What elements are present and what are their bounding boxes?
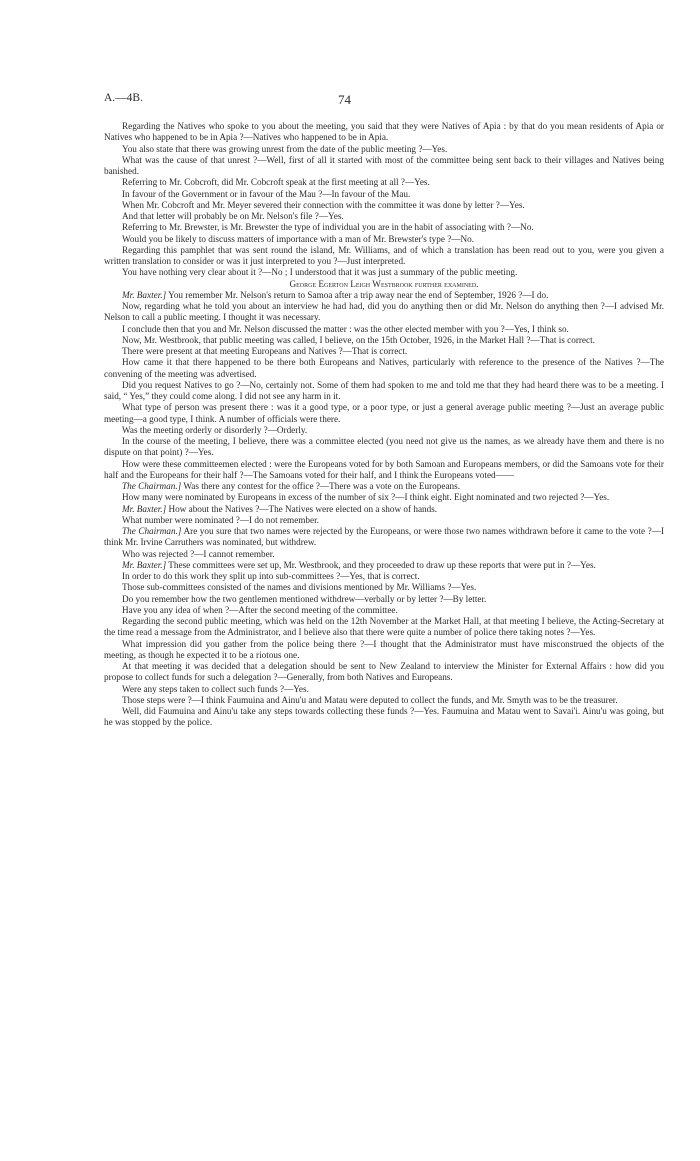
paragraph-text: At that meeting it was decided that a delegation should be sent to New Zealand to interview the Minister for External Affairs : how did you propose to collect funds for such a delegation ?—Generally, from both Natives and Europeans. — [104, 661, 664, 683]
speaker-label: The Chairman.] — [122, 526, 182, 536]
paragraph-text: In order to do this work they split up into sub-committees ?—Yes, that is correct. — [122, 571, 420, 581]
paragraph — [104, 706, 664, 729]
paragraph — [104, 526, 664, 549]
paragraph — [104, 459, 664, 482]
page-header — [104, 92, 664, 108]
paragraph-text: How about the Natives ?—The Natives were elected on a show of hands. — [166, 503, 438, 514]
paragraph-text: What was the cause of that unrest ?—Well, first of all it started with most of the committee being sent back to their villages and Natives being banished. — [104, 154, 664, 176]
document-body — [104, 121, 664, 729]
paragraph — [104, 335, 664, 346]
paragraph — [104, 436, 664, 459]
paragraph-text: In favour of the Government or in favour of the Mau ?—In favour of the Mau. — [122, 188, 411, 199]
paragraph-text: These committees were set up, Mr. Westbrook, and they proceeded to draw up these reports that were put in ?—Yes. — [166, 559, 596, 570]
paragraph — [104, 144, 664, 155]
paragraph-text: Were any steps taken to collect such funds ?—Yes. — [122, 683, 309, 694]
paragraph — [104, 605, 664, 616]
paragraph — [104, 357, 664, 380]
speaker-label: Mr. Baxter.] — [122, 289, 167, 300]
paragraph-text: Do you remember how the two gentlemen mentioned withdrew—verbally or by letter ?—By letter. — [122, 593, 487, 604]
paragraph — [104, 504, 664, 515]
paragraph — [104, 324, 664, 335]
paragraph — [104, 616, 664, 639]
paragraph — [104, 222, 664, 233]
paragraph-text: Who was rejected ?—I cannot remember. — [122, 548, 275, 559]
paragraph — [104, 290, 664, 301]
paragraph — [104, 560, 664, 571]
paragraph — [104, 234, 664, 245]
paragraph — [104, 481, 664, 492]
paragraph — [104, 639, 664, 662]
paragraph-text: Those steps were ?—I think Faumuina and Ainu'u and Matau were deputed to collect the funds, and Mr. Smyth was to be the treasurer. — [122, 694, 618, 705]
paragraph-text: Referring to Mr. Brewster, is Mr. Brewster the type of individual you are in the habit of associating with ?—No. — [122, 222, 534, 233]
paragraph-text: You remember Mr. Nelson's return to Samoa after a trip away near the end of September, 1926 ?—I do. — [166, 289, 549, 300]
paragraph — [104, 211, 664, 222]
paragraph-text: When Mr. Cobcroft and Mr. Meyer severed their connection with the committee it was done by letter ?—Yes. — [122, 199, 525, 210]
paragraph-text: And that letter will probably be on Mr. Nelson's file ?—Yes. — [122, 211, 344, 221]
paragraph-text: Are you sure that two names were rejected by the Europeans, or were those two names withdrawn before it came to the vote ?—I think Mr. Irvine Carruthers was nominated, but withdrew. — [104, 526, 664, 548]
paragraph — [104, 492, 664, 503]
paragraph — [104, 346, 664, 357]
paragraph-text: What impression did you gather from the police being there ?—I thought that the Administrator must have misconstrued the objects of the meeting, as though he expected it to be a riotous one. — [104, 638, 664, 660]
paragraph — [104, 121, 664, 144]
paragraph-text: Now, Mr. Westbrook, that public meeting was called, I believe, on the 15th October, 1926, in the Market Hall ?—That is correct. — [122, 334, 595, 345]
paragraph — [104, 684, 664, 695]
speaker-label: Mr. Baxter.] — [122, 503, 167, 514]
page-number: 74 — [338, 92, 351, 107]
paragraph-text: What number were nominated ?—I do not remember. — [122, 514, 319, 525]
paragraph-text: Well, did Faumuina and Ainu'u take any steps towards collecting these funds ?—Yes. Faumuina and Matau went to Savai'i. Ainu'u was going, but he was stopped by the police. — [104, 706, 664, 728]
paragraph — [104, 155, 664, 178]
paragraph-text: Regarding this pamphlet that was sent round the island, Mr. Williams, and of which a translation has been read out to you, were you given a written translation to consider or was it just interpreted to you ?—Just interpreted. — [104, 244, 664, 266]
paragraph — [104, 177, 664, 188]
paragraph — [104, 189, 664, 200]
paragraph-text: Was the meeting orderly or disorderly ?—Orderly. — [122, 424, 308, 435]
paragraph — [104, 695, 664, 706]
document-reference: A.—4B. — [104, 92, 143, 104]
paragraph-text: How many were nominated by Europeans in excess of the number of six ?—I think eight. Eight nominated and two rejected ?—Yes. — [122, 492, 610, 503]
paragraph — [104, 594, 664, 605]
paragraph-text: Regarding the Natives who spoke to you about the meeting, you said that they were Natives of Apia : by that do you mean residents of Apia or Natives who happened to be in Apia ?—Natives who happened to be in Apia. — [104, 121, 664, 143]
paragraph-text: Those sub-committees consisted of the names and divisions mentioned by Mr. Williams ?—Yes. — [122, 582, 477, 593]
paragraph — [104, 380, 664, 403]
paragraph-text: Would you be likely to discuss matters of importance with a man of Mr. Brewster's type ?—No. — [122, 233, 475, 244]
paragraph-text: How were these committeemen elected : were the Europeans voted for by both Samoan and Europeans members, or did the Samoans vote for their half and the Europeans for their half ?—The Samoans voted for their half, and I think the Europeans voted—— — [104, 458, 664, 480]
paragraph-text: Referring to Mr. Cobcroft, did Mr. Cobcroft speak at the first meeting at all ?—Yes. — [122, 177, 430, 188]
paragraph-text: Regarding the second public meeting, which was held on the 12th November at the Market Hall, at that meeting I believe, the Acting-Secretary at the time read a message from the Administrator, and I believe also that there were quite a number of police there taking notes ?—Yes. — [104, 616, 664, 638]
paragraph-text: How came it that there happened to be there both Europeans and Natives, particularly with reference to the presence of the Natives ?—The convening of the meeting was advertised. — [104, 357, 664, 379]
paragraph — [104, 402, 664, 425]
paragraph — [104, 245, 664, 268]
paragraph — [104, 582, 664, 593]
paragraph-text: There were present at that meeting Europeans and Natives ?—That is correct. — [122, 346, 408, 356]
speaker-label: The Chairman.] — [122, 481, 182, 491]
paragraph — [104, 200, 664, 211]
paragraph-text: Have you any idea of when ?—After the second meeting of the committee. — [122, 604, 398, 615]
paragraph-text: Did you request Natives to go ?—No, certainly not. Some of them had spoken to me and told me that they had heard there was to be a meeting. I said, “ Yes,” they could come along. I did not see any harm in it. — [104, 379, 664, 401]
paragraph-text: Now, regarding what he told you about an interview he had had, did you do anything then or did Mr. Nelson do anything then ?—I advised Mr. Nelson to call a public meeting. I thought it was necessary. — [104, 301, 664, 323]
paragraph-text: Was there any contest for the office ?—There was a vote on the Europeans. — [181, 481, 460, 491]
paragraph-text: You also state that there was growing unrest from the date of the public meeting ?—Yes. — [122, 143, 448, 154]
paragraph — [104, 549, 664, 560]
paragraph-text: What type of person was present there : was it a good type, or a poor type, or just a general average public meeting ?—Just an average public meeting—a good type, I think. A number of officials were there. — [104, 402, 664, 424]
paragraph-text: You have nothing very clear about it ?—No ; I understood that it was just a summary of the public meeting. — [122, 267, 518, 278]
paragraph-text: In the course of the meeting, I believe, there was a committee elected (you need not give us the names, as we already have them and there is no dispute on that point) ?—Yes. — [104, 436, 664, 458]
paragraph — [104, 515, 664, 526]
paragraph — [104, 571, 664, 582]
paragraph — [104, 267, 664, 278]
speaker-label: Mr. Baxter.] — [122, 559, 167, 570]
paragraph — [104, 301, 664, 324]
section-heading: George Egerton Leigh Westbrook further examined. — [289, 278, 479, 289]
paragraph-text: I conclude then that you and Mr. Nelson discussed the matter : was the other elected member with you ?—Yes, I think so. — [122, 323, 569, 334]
paragraph — [104, 425, 664, 436]
paragraph — [104, 661, 664, 684]
